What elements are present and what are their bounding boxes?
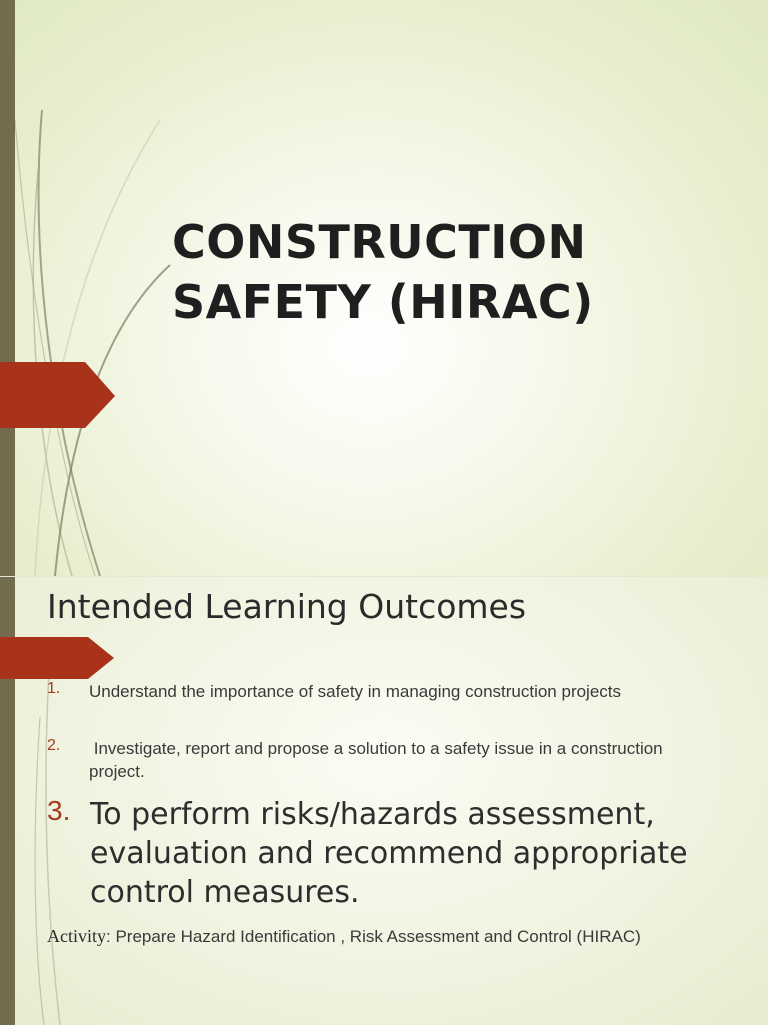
activity-text: : Prepare Hazard Identification , Risk Assessment and Control (HIRAC) — [106, 927, 641, 946]
list-number: 3. — [47, 795, 71, 826]
slide-title — [172, 212, 732, 332]
outcomes-slide — [0, 576, 768, 1025]
list-number: 2. — [47, 737, 61, 754]
slide-heading: Intended Learning Outcomes — [47, 587, 527, 626]
activity-note — [47, 925, 727, 948]
title-line-1: CONSTRUCTION — [172, 215, 587, 269]
list-number: 1. — [47, 680, 61, 697]
list-text: Investigate, report and propose a solution to a safety issue in a construction project. — [89, 739, 668, 781]
list-text: To perform risks/hazards assessment, evaluation and recommend appropriate control measures. — [90, 797, 688, 910]
red-arrow-tab — [0, 362, 118, 430]
activity-label: Activity — [47, 926, 106, 946]
title-line-2: SAFETY (HIRAC) — [172, 275, 594, 329]
red-arrow-tab — [0, 637, 118, 681]
list-text: Understand the importance of safety in managing construction projects — [89, 682, 622, 701]
left-accent-bar — [0, 0, 15, 576]
